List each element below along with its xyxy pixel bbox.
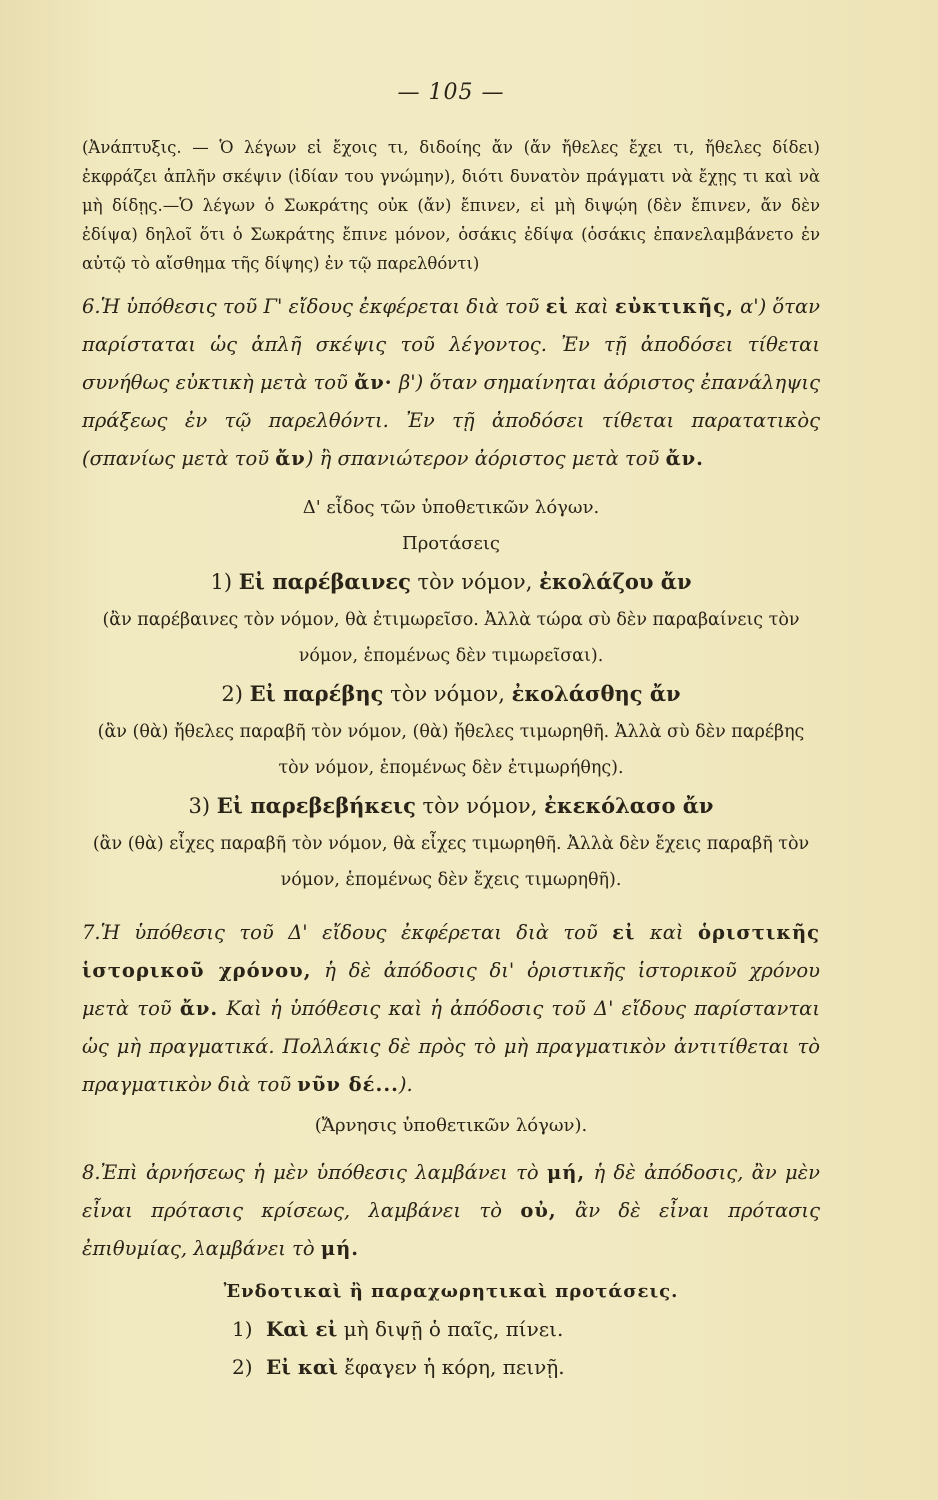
example-head [82,786,820,826]
keyword: μή. [320,1237,360,1260]
example-3 [82,786,820,898]
example-apodosis: ἐκολάζου ἄν [539,569,692,594]
example-object: τὸν νόμον, [415,794,545,818]
section-6-text: Ἡ ὑπόθεσις τοῦ Γ' εἴδους ἐκφέρεται διὰ τοῦ [100,295,546,318]
keyword: νῦν δέ... [297,1073,399,1096]
keyword: εἰ [612,921,636,944]
example-object: τὸν νόμον, [383,682,512,706]
section-8-text: ἡ δὲ ἀπόδοσις, ἂν μὲν εἶναι πρότασις κρίσεως, λαμβάνει τὸ [82,1161,820,1222]
concessive-list [232,1310,820,1386]
example-translation: (ἂν (θὰ) ἤθελες παραβῆ τὸν νόμον, (θὰ) ἤθελες τιμωρηθῆ. Ἀλλὰ σὺ δὲν παρέβης τὸν νόμον, ἑπομένως δὲν ἐτιμωρήθης). [97,722,805,778]
example-head [82,674,820,714]
heading-protaseis: Προτάσεις [402,533,500,554]
example-apodosis: ἐκεκόλασο ἄν [544,793,714,818]
example-number: 1) [210,570,233,594]
section-6-text: α') ὅταν παρίσταται ὡς ἁπλῆ σκέψις τοῦ λέγοντος. Ἐν τῇ ἀποδόσει τίθεται συνήθως εὐκτικὴ μετὰ τοῦ [82,295,820,394]
keyword: εὐκτικῆς, [614,295,734,318]
concessive-item-1 [232,1310,820,1348]
keyword: μή, [546,1161,586,1184]
section-6-number: 6. [82,295,101,318]
keyword: ἄν [275,447,306,470]
section-6-text: καὶ [568,295,615,318]
example-2 [82,674,820,786]
keyword: ἄν. [179,997,219,1020]
item-text: ἔφαγεν ἡ κόρη, πεινῇ. [337,1355,565,1379]
example-translation: (ἂν παρέβαινες τὸν νόμον, θὰ ἐτιμωρεῖσο. Ἀλλὰ τώρα σὺ δὲν παραβαίνεις τὸν νόμον, ἑπομένως δὲν τιμωρεῖσαι). [102,610,800,666]
example-protasis: Εἰ παρέβης [249,681,384,706]
section-7-text: ἡ δὲ ἀπόδοσις δι' ὁριστικῆς ἱστορικοῦ χρόνου μετὰ τοῦ [82,959,820,1020]
example-protasis: Εἰ παρεβεβήκεις [216,793,416,818]
keyword: οὐ, [520,1199,557,1222]
example-translation: (ἂν (θὰ) εἶχες παραβῆ τὸν νόμον, θὰ εἶχες τιμωρηθῆ. Ἀλλὰ δὲν ἔχεις παραβῆ τὸν νόμον, ἑπομένως δὲν ἔχεις τιμωρηθῆ). [92,834,810,890]
section-7 [82,914,820,1104]
section-8-text: Ἐπὶ ἀρνήσεως ἡ μὲν ὑπόθεσις λαμβάνει τὸ [100,1161,547,1184]
section-7-number: 7. [82,921,101,944]
item-text: μὴ διψῇ ὁ παῖς, πίνει. [337,1317,564,1341]
example-number: 3) [188,794,211,818]
example-protasis: Εἰ παρέβαινες [238,569,411,594]
keyword: ἄν· [354,371,393,394]
heading-concessive: Ἐνδοτικαὶ ἢ παραχωρητικαὶ προτάσεις. [223,1281,679,1302]
item-number: 2) [232,1355,253,1379]
note-label: (Ἀνάπτυξις. — [82,138,220,157]
development-note [82,133,820,278]
section-7-text: ). [398,1073,413,1096]
heading-negation: (Ἄρνησις ὑποθετικῶν λόγων). [314,1115,588,1136]
section-6-text: ) ἢ σπανιώτερον ἀόριστος μετὰ τοῦ [305,447,666,470]
example-object: τὸν νόμον, [410,570,540,594]
section-7-text: καὶ [635,921,698,944]
example-number: 2) [221,682,243,706]
item-conjunction: Καὶ εἰ [266,1317,338,1341]
page-number: — 105 — [397,80,505,105]
concessive-item-2 [232,1348,820,1386]
keyword: ὁριστικῆς ἱστορικοῦ χρόνου, [82,921,821,982]
example-head [82,562,820,602]
keyword: εἰ [545,295,569,318]
section-7-text: Καὶ ἡ ὑπόθεσις καὶ ἡ ἀπόδοσις τοῦ Δ' εἴδους παρίστανται ὡς μὴ πραγματικά. Πολλάκις δὲ πρὸς τὸ μὴ πραγματικὸν ἀντιτίθεται τὸ πραγματικὸν διὰ τοῦ [82,997,820,1096]
section-8 [82,1154,820,1268]
section-8-text: ἂν δὲ εἶναι πρότασις ἐπιθυμίας, λαμβάνει τὸ [82,1199,821,1260]
heading-fourth-kind: Δ' εἶδος τῶν ὑποθετικῶν λόγων. [302,497,600,518]
example-apodosis: ἐκολάσθης ἄν [511,681,681,706]
example-1 [82,562,820,674]
section-8-number: 8. [82,1161,101,1184]
item-number: 1) [232,1317,253,1341]
section-6-text: β') ὅταν σημαίνηται ἀόριστος ἐπανάληψις πράξεως ἐν τῷ παρελθόντι. Ἐν τῇ ἀποδόσει τίθεται παρατατικὸς (σπανίως μετὰ τοῦ [82,371,820,470]
section-7-text: Ἡ ὑπόθεσις τοῦ Δ' εἴδους ἐκφέρεται διὰ τοῦ [100,921,613,944]
section-6 [82,288,820,478]
keyword: ἄν. [665,447,704,470]
note-text: Ὁ λέγων εἰ ἔχοις τι, διδοίης ἄν (ἄν ἤθελες ἔχει τι, ἤθελες δίδει) ἐκφράζει ἁπλῆν σκέψιν (ἰδίαν του γνώμην), διότι δυνατὸν πράγματι νὰ ἔχῃς τι καὶ νὰ μὴ δίδῃς.—Ὁ λέγων ὁ Σωκράτης οὐκ (ἄν) ἔπινεν, εἰ μὴ διψῴη (δὲν ἔπινεν, ἄν δὲν ἐδίψα) δηλοῖ ὅτι ὁ Σωκράτης ἔπινε μόνον, ὁσάκις ἐδίψα (ὁσάκις ἐπανελαμβάνετο ἐν αὐτῷ τὸ αἴσθημα τῆς δίψης) ἐν τῷ παρελθόντι) [82,138,820,273]
item-conjunction: Εἰ καὶ [266,1355,338,1379]
